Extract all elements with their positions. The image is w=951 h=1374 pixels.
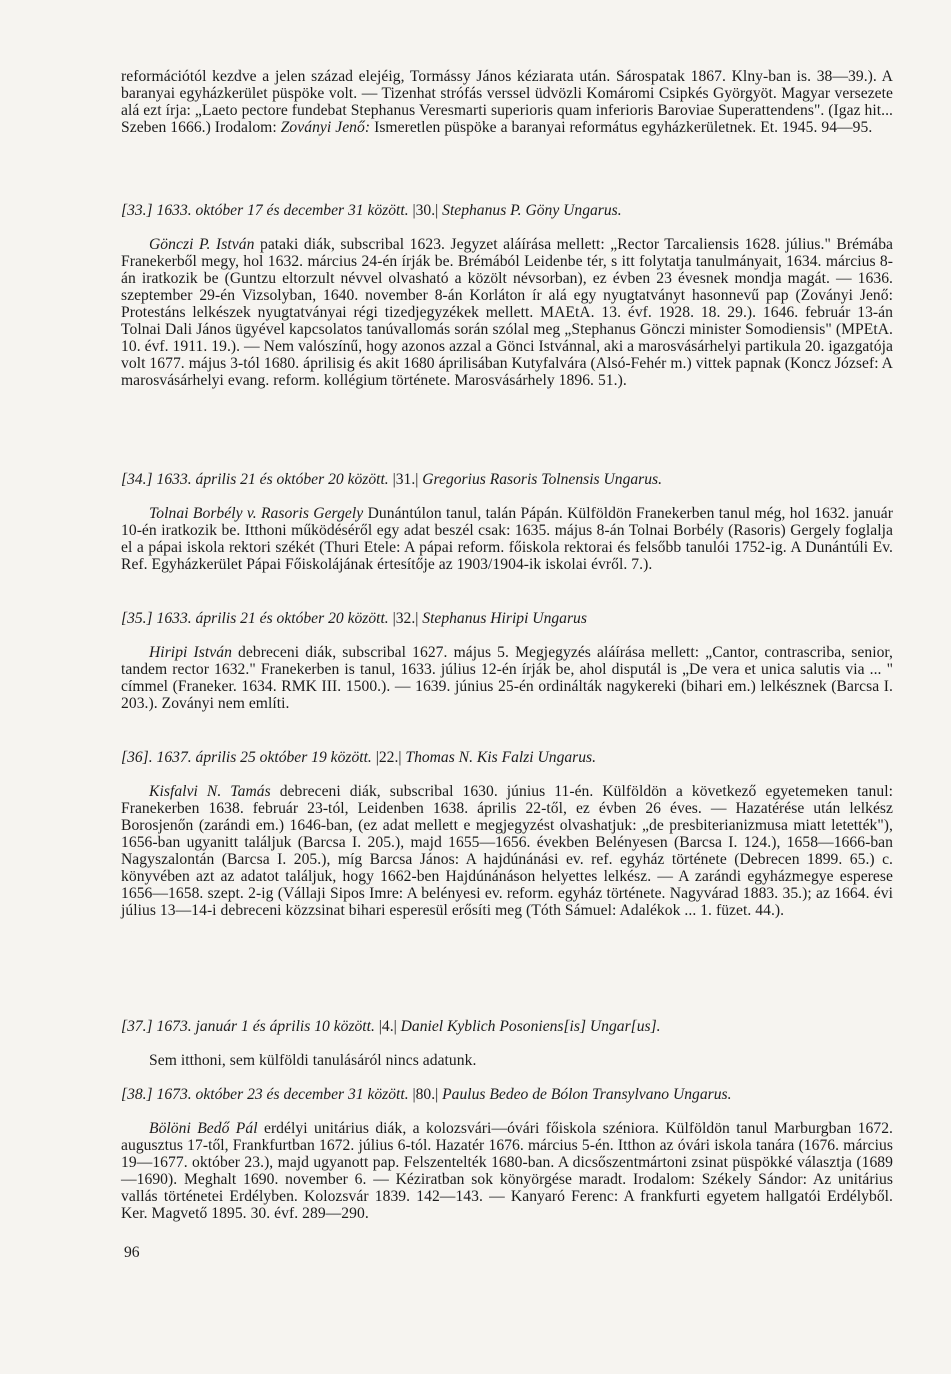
entry-36-body — [121, 783, 893, 919]
entry-count: |30.| — [412, 202, 439, 219]
entry-date: 1637. április 25 október 19 között. — [156, 749, 372, 766]
entry-lead-name: Hiripi István — [149, 644, 232, 661]
entry-date: 1673. október 23 és december 31 között. — [156, 1086, 409, 1103]
intro-text-continued: Ismeretlen püspöke a baranyai református egyházkerületnek. Et. 1945. 94—95. — [370, 119, 873, 136]
entry-body-text: pataki diák, subscribal 1623. Jegyzet aláírása mellett: „Rector Tarcaliensis 1628. július." Brémába Franekerből megy, hol 1632. március 24-én írják be. Brémából Leidenbe tér, s itt folytatja tanulmányait, 1634. március 8-án iratkozik be (Guntzu eltorzult névvel olvasható a közölt névsorban), ez évben 23 évesnek mondja magát. — 1636. szeptember 29-én Vizsolyban, 1640. november 8-án Korláton ír alá egy nyugtatványt hasonnevű pap (Zoványi Jenő: Protestáns lelkészek nyugtatványai régi tizedjegyzékek mellett. MAEtA. 13. évf. 1928. 18. 29.). 1646. február 13-án Tolnai Dali János ügyével kapcsolatos tanúvallomás során szólal meg „Stephanus Gönczi minister Somodiensis" (MPEtA. 10. évf. 1911. 19.). — Nem valószínű, hogy azonos azzal a Gönci Istvánnal, aki a marosvásárhelyi partikula 20. igazgatója volt 1677. május 3-tól 1680. áprilisig és akit 1680 áprilisában Kutyfalvára (Alsó-Fehér m.) vittek papnak (Koncz József: A marosvásárhelyi evang. reform. kollégium története. Marosvásárhely 1896. 51.). — [121, 236, 894, 389]
entry-date: 1633. április 21 és október 20 között. — [156, 471, 389, 488]
entry-name: Gregorius Rasoris Tolnensis Ungarus. — [422, 471, 663, 488]
entry-35-heading — [121, 610, 893, 627]
entry-name: Thomas N. Kis Falzi Ungarus. — [405, 749, 597, 766]
intro-text: reformációtól kezdve a jelen század elejéig, Tormássy János kéziarata után. Sárospatak 1867. Klny-ban is. 38—39.). A baranyai egyházkerület püspöke volt. — Tizenhat strófás verssel üdvözli Komáromi Csipkés Györgyöt. Magyar versezete alá ezt írja: „Laeto pectore fundebat Stephanus Veresmarti superioris quam inferioris Baroviae Superattendens". (Igaz hit... Szeben 1666.) Irodalom: — [121, 68, 893, 136]
entry-33-body — [121, 236, 893, 389]
entry-38-heading — [121, 1086, 893, 1103]
page-number: 96 — [124, 1244, 140, 1261]
entry-number: [38.] — [121, 1086, 153, 1103]
entry-number: [33.] — [121, 202, 153, 219]
entry-count: |4.| — [378, 1018, 397, 1035]
entry-name: Stephanus Hiripi Ungarus — [422, 610, 587, 627]
entry-name: Stephanus P. Göny Ungarus. — [442, 202, 622, 219]
entry-38-body — [121, 1120, 893, 1222]
entry-date: 1633. október 17 és december 31 között. — [156, 202, 409, 219]
entry-date: 1633. április 21 és október 20 között. — [156, 610, 389, 627]
entry-number: [37.] — [121, 1018, 153, 1035]
entry-lead-name: Bölöni Bedő Pál — [149, 1120, 258, 1137]
entry-number: [35.] — [121, 610, 153, 627]
entry-34-heading — [121, 471, 893, 488]
entry-name: Paulus Bedeo de Bólon Transylvano Ungarus. — [442, 1086, 732, 1103]
entry-34-body — [121, 505, 893, 573]
entry-number: [36]. — [121, 749, 153, 766]
entry-33-heading — [121, 202, 893, 219]
entry-37-heading — [121, 1018, 893, 1035]
entry-date: 1673. január 1 és április 10 között. — [156, 1018, 375, 1035]
entry-count: |22.| — [375, 749, 402, 766]
intro-paragraph — [121, 68, 893, 136]
entry-body-text: Sem itthoni, sem külföldi tanulásáról nincs adatunk. — [149, 1052, 477, 1069]
entry-lead-name: Tolnai Borbély v. Rasoris Gergely — [149, 505, 364, 522]
entry-37-body — [121, 1052, 893, 1069]
entry-body-text: debreceni diák, subscribal 1627. május 5. Megjegyzés aláírása mellett: „Cantor, contrascriba, senior, tandem rector 1632." Franekerben is tanul, 1633. július 12-én írják be, ahol disputál is „De vera et unica salutis via ... " címmel (Franeker. 1634. RMK III. 1500.). — 1639. június 25-én ordinálták nagykereki (bihari em.) lelkésznek (Barcsa I. 203.). Zoványi nem említi. — [121, 644, 893, 712]
entry-body-text: debreceni diák, subscribal 1630. június 11-én. Külföldön a következő egyetemeken tanul: Franekerben 1638. február 23-tól, Leidenben 1638. április 22-től, ez évben 26 éves. — Hazatérése után lelkész Borosjenőn (zarándi em.) 1646-ban, (ez adat mellett e megjegyzést olvashatjuk: „de presbiterianizmusa miatt letették"), 1656-ban ugyanitt találjuk (Barcsa I. 205.), majd 1655—1656. években Belényesen (Barcsa I. 124.), 1658—1666-ban Nagyszalontán (Barcsa I. 205.), míg Barcsa János: A hajdúnánási ev. ref. egyház története (Debrecen 1899. 65.) c. könyvében azt az adatot találjuk, hogy 1662-ben Hajdúnánáson helyettes lelkész. — A zarándi egyházmegye esperese 1656—1658. szept. 2-ig (Vállaji Sipos Imre: A belényesi ev. reform. egyház története. Nagyvárad 1883. 35.); az 1664. évi július 13—14-i debreceni közzsinat bihari esperesül erősíti meg (Tóth Sámuel: Adalékok ... 1. füzet. 44.). — [121, 783, 893, 919]
entry-body-text: erdélyi unitárius diák, a kolozsvári—óvári főiskola széniora. Külföldön tanul Marburgban 1672. augusztus 17-től, Frankfurtban 1672. július 6-tól. Hazatér 1676. március 5-én. Itthon az óvári iskola tanára (1676. március 19—1677. október 23.), majd ugyanott pap. Felszentelték 1680-ban. A dicsőszentmártoni zsinat püspökké választja (1689—1690). Meghalt 1690. november 6. — Kéziratban sok könyörgése maradt. Irodalom: Székely Sándor: Az unitárius vallás történetei Erdélyben. Kolozsvár 1839. 142—143. — Kanyaró Ferenc: A frankfurti egyetem hallgatói Erdélyből. Ker. Magvető 1895. 30. évf. 289—290. — [121, 1120, 893, 1222]
entry-lead-name: Kisfalvi N. Tamás — [149, 783, 271, 800]
entry-name: Daniel Kyblich Posoniens[is] Ungar[us]. — [400, 1018, 661, 1035]
entry-body-text: Dunántúlon tanul, talán Pápán. Külföldön Franekerben tanul még, hol 1632. január 10-én iratkozik be. Itthoni működéséről egy adat beszél csak: 1635. május 8-án Tolnai Borbély (Rasoris) Gergely foglalja el a pápai iskola rektori székét (Thuri Etele: A pápai reform. főiskola rektorai és felsőbb tanulói 1752-ig. A Dunántúli Ev. Ref. Egyházkerület Pápai Főiskolájának értesítője az 1903/1904-ik iskolai évről. 7.). — [121, 505, 893, 573]
entry-lead-name: Gönczi P. István — [149, 236, 255, 253]
entry-number: [34.] — [121, 471, 153, 488]
entry-count: |80.| — [412, 1086, 439, 1103]
entry-35-body — [121, 644, 893, 712]
intro-author: Zoványi Jenő: — [280, 119, 371, 136]
entry-count: |31.| — [392, 471, 419, 488]
entry-36-heading — [121, 749, 893, 766]
entry-count: |32.| — [392, 610, 419, 627]
